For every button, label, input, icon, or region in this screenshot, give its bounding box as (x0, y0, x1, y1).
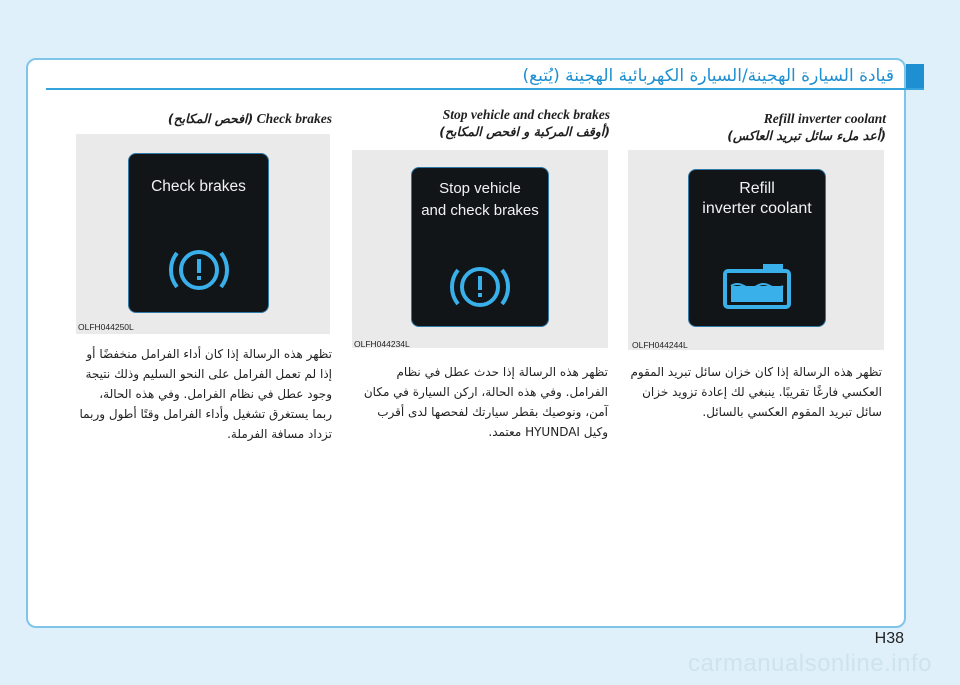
column-check-brakes (76, 110, 332, 127)
column-body: تظهر هذه الرسالة إذا حدث عطل في نظام الفرامل. وفي هذه الحالة، اركن السيارة في مكان آمن، ونوصيك بقطر سيارتك لفحصها لدى أقرب وكيل HYUNDAI معتمد. (363, 365, 608, 439)
coolant-tank-icon (722, 262, 792, 310)
page-number: H38 (874, 630, 904, 647)
column-title (76, 110, 332, 127)
cluster-display (411, 167, 549, 327)
warning-image-stop-vehicle (352, 150, 608, 348)
header-marker (906, 64, 924, 88)
column-body: تظهر هذه الرسالة إذا كان خزان سائل تبريد المقوم العكسي فارغًا تقريبًا. ينبغي لك إعادة تزويد خزان سائل تبريد المقوم العكسي بالسائل. (630, 365, 882, 419)
cluster-display (128, 153, 269, 313)
column-title-arabic: (أوقف المركبة و افحص المكابح) (439, 124, 610, 139)
display-line-2: and check brakes (421, 202, 539, 219)
column-body: تظهر هذه الرسالة إذا كان أداء الفرامل منخفضًا أو إذا لم تعمل الفرامل على النحو السليم وذلك نتيجة وجود عطل في نظام الفرامل. وفي هذه الحالة، ربما يستغرق تشغيل وأداء الفرامل وقتًا أطول وربما تزداد مسافة الفرملة. (79, 347, 332, 441)
column-refill-coolant (628, 110, 886, 144)
cluster-display (688, 169, 826, 327)
brake-warning-icon (166, 237, 232, 303)
brake-warning-icon (447, 254, 513, 320)
image-code: OLFH044250L (78, 322, 134, 332)
section-title: قيادة السيارة الهجينة/السيارة الكهربائية الهجينة (يُتبع) (522, 66, 894, 86)
warning-image-check-brakes (76, 134, 330, 334)
column-title: Stop vehicle and check brakes (442, 107, 610, 122)
display-line-1: Check brakes (151, 178, 246, 195)
image-code: OLFH044234L (354, 339, 410, 349)
display-line-1: Refill (739, 180, 775, 197)
column-title-arabic: (افحص المكابح) (167, 111, 254, 126)
column-title-english: Check brakes (256, 111, 332, 126)
column-title-arabic: (أعد ملء سائل تبريد العاكس) (727, 128, 886, 143)
warning-image-refill-coolant (628, 150, 884, 350)
display-line-2: inverter coolant (702, 200, 812, 217)
section-header (46, 64, 924, 90)
display-line-1: Stop vehicle (439, 180, 521, 197)
column-stop-vehicle (352, 106, 610, 140)
column-title: Refill inverter coolant (763, 111, 886, 126)
watermark: carmanualsonline.info (688, 650, 932, 677)
image-code: OLFH044244L (632, 340, 688, 350)
